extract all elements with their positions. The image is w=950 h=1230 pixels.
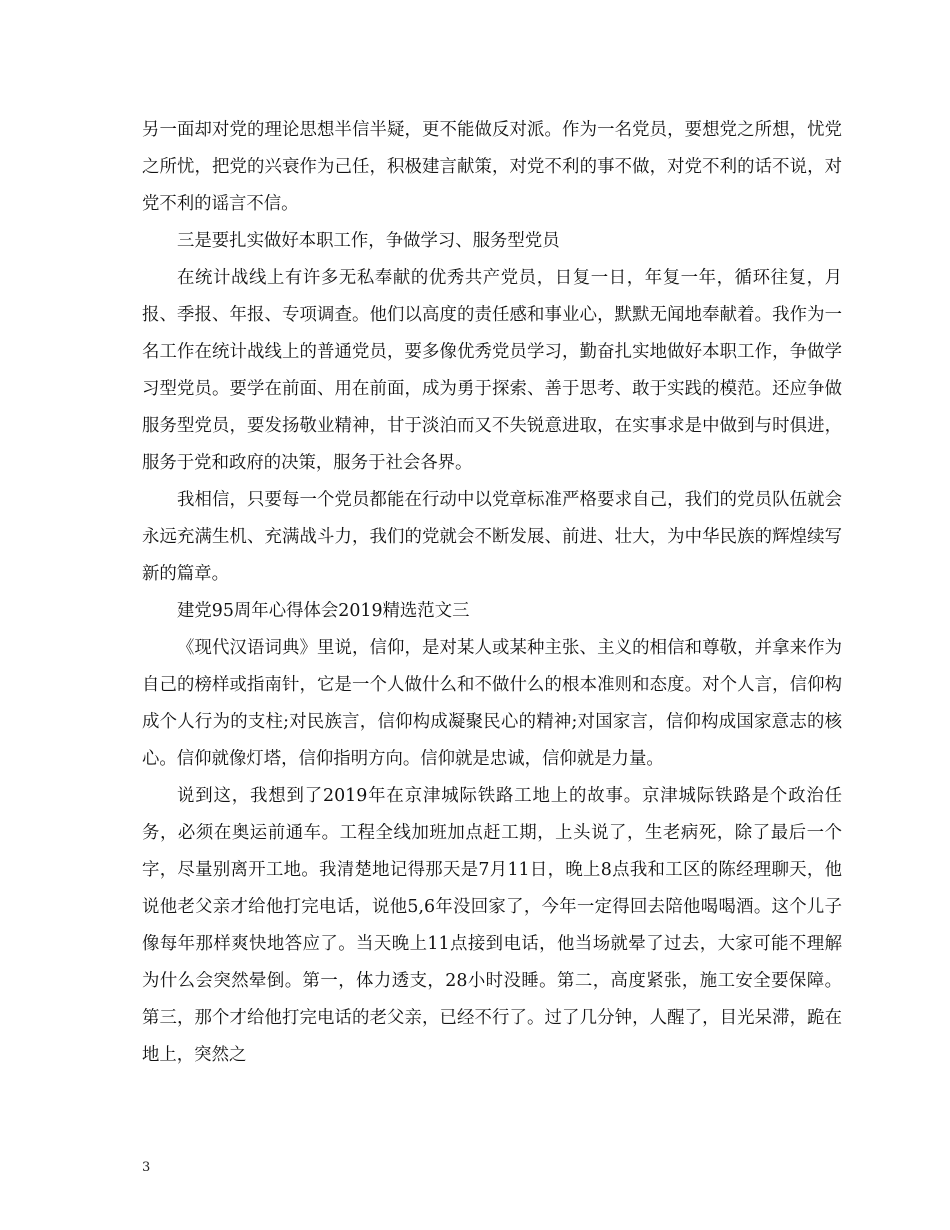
paragraph-statistics-work: 在统计战线上有许多无私奉献的优秀共产党员，日复一日，年复一年，循环往复，月报、季报、年报、专项调查。他们以高度的责任感和事业心，默默无闻地奉献着。我作为一名工作在统计战线上的普通党员，要多像优秀党员学习，勤奋扎实地做好本职工作，争做学习型党员。要学在前面、用在前面，成为勇于探索、善于思考、敢于实践的模范。还应争做服务型党员，要发扬敬业精神，甘于淡泊而又不失锐意进取，在实事求是中做到与时俱进，服务于党和政府的决策，服务于社会各界。 — [142, 268, 842, 473]
paragraph-railway-story: 说到这，我想到了2019年在京津城际铁路工地上的故事。京津城际铁路是个政治任务，必须在奥运前通车。工程全线加班加点赶工期，上头说了，生老病死，除了最后一个字，尽量别离开工地。我清楚地记得那天是7月11日，晚上8点我和工区的陈经理聊天，他说他老父亲才给他打完电话，说他5,6年没回家了，今年一定得回去陪他喝喝酒。这个儿子像每年那样爽快地答应了。当天晚上11点接到电话，他当场就晕了过去，大家可能不理解为什么会突然晕倒。第一，体力透支，28小时没睡。第二，高度紧张，施工安全要保障。第三，那个才给他打完电话的老父亲，已经不行了。过了几分钟，人醒了，目光呆滞，跪在地上，突然之 — [142, 786, 842, 1065]
page-number: 3 — [142, 1160, 151, 1175]
paragraph-belief-definition: 《现代汉语词典》里说，信仰，是对某人或某种主张、主义的相信和尊敬，并拿来作为自己的榜样或指南针，它是一个人做什么和不做什么的根本准则和态度。对个人言，信仰构成个人行为的支柱;对民族言，信仰构成凝聚民心的精神;对国家言，信仰构成国家意志的核心。信仰就像灯塔，信仰指明方向。信仰就是忠诚，信仰就是力量。 — [142, 638, 842, 769]
section-heading-three: 三是要扎实做好本职工作，争做学习、服务型党员 — [177, 231, 560, 251]
essay-title-three: 建党95周年心得体会2019精选范文三 — [177, 601, 470, 621]
paragraph-continuation: 另一面却对党的理论思想半信半疑，更不能做反对派。作为一名党员，要想党之所想，忧党之所忧，把党的兴衰作为己任，积极建言献策，对党不利的事不做，对党不利的话不说，对党不利的谣言不信。 — [142, 120, 842, 214]
paragraph-conclusion: 我相信，只要每一个党员都能在行动中以党章标准严格要求自己，我们的党员队伍就会永远充满生机、充满战斗力，我们的党就会不断发展、前进、壮大，为中华民族的辉煌续写新的篇章。 — [142, 490, 842, 584]
document-body — [142, 112, 842, 1074]
